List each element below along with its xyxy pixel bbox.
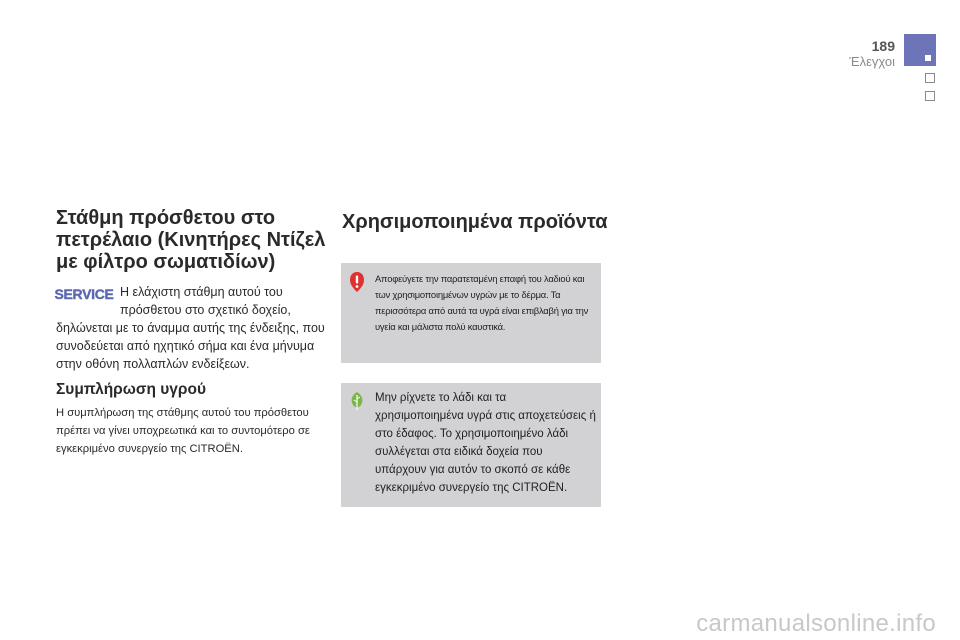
- chapter-tab-active: [904, 34, 936, 66]
- warning-box: [341, 263, 601, 363]
- refill-subtitle: Συμπλήρωση υγρού: [56, 381, 206, 398]
- page-number: 189: [871, 38, 895, 54]
- tab-marker: [925, 55, 931, 61]
- leaf-eco-icon: [349, 391, 365, 411]
- chapter-tab: [925, 91, 935, 101]
- additive-level-text-intro: Η ελάχιστη στάθμη αυτού του πρόσθετου στο σχετικό δοχείο,: [120, 285, 291, 317]
- watermark: carmanualsonline.info: [696, 610, 936, 637]
- additive-level-title: Στάθμη πρόσθετου στο πετρέλαιο (Κινητήρες Ντίζελ με φίλτρο σωματιδίων): [56, 207, 326, 273]
- refill-text: Η συμπλήρωση της στάθμης αυτού του πρόσθετου πρέπει να γίνει υποχρεωτικά και το συντομότερο σε εγκεκριμένο συνεργείο της CITROËN.: [56, 407, 310, 455]
- environment-text: Μην ρίχνετε το λάδι και τα χρησιμοποιημένα υγρά στις αποχετεύσεις ή στο έδαφος. Το χρησιμοποιημένο λάδι συλλέγεται στα ειδικά δοχεία που υπάρχουν για αυτόν το σκοπό σε κάθε εγκεκριμένο συνεργείο της CITROËN.: [375, 392, 596, 494]
- used-products-title: Χρησιμοποιημένα προϊόντα: [342, 211, 608, 233]
- additive-level-text-rest: δηλώνεται με το άναμμα αυτής της ένδειξης, που συνοδεύεται από ηχητικό σήμα και ένα μήνυμα στην οθόνη πολλαπλών ενδείξεων.: [56, 321, 325, 371]
- environment-box: [341, 383, 601, 507]
- chapter-tab: [925, 73, 935, 83]
- service-logo-text: SERVICE: [54, 286, 114, 302]
- warning-exclamation-icon: [349, 272, 365, 292]
- warning-text: Αποφεύγετε την παρατεταμένη επαφή του λαδιού και των χρησιμοποιημένων υγρών με το δέρμα. Τα περισσότερα από αυτά τα υγρά είναι επιβλαβή για την υγεία και μάλιστα πολύ καυστικά.: [375, 273, 589, 332]
- section-title: Έλεγχοι: [849, 54, 895, 69]
- additive-level-text: [56, 283, 326, 373]
